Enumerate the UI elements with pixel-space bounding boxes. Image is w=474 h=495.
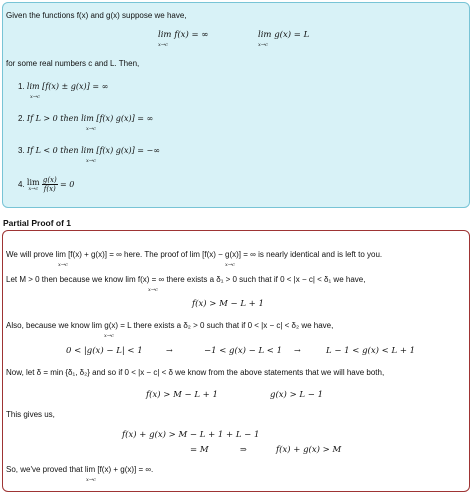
lim-sub-6: x→c: [58, 262, 68, 268]
real-numbers-text: for some real numbers c and L. Then,: [6, 59, 140, 68]
list-item-3-num: 3.: [18, 146, 25, 155]
equation-a: f(x) > M − L + 1: [192, 299, 264, 309]
list-item-4: [18, 176, 74, 193]
proof-box: [2, 230, 470, 492]
equation-c2: g(x) > L − 1: [270, 390, 323, 400]
list-item-4-num: 4.: [18, 180, 25, 189]
list-item-2-num: 2.: [18, 114, 25, 123]
lim-sub-7: x→c: [225, 262, 235, 268]
lim-sub-4: x→c: [86, 126, 96, 132]
equation-lim-f-text: lim f(x) = ∞: [158, 30, 209, 40]
equation-d1: f(x) + g(x) > M − L + 1 + L − 1: [122, 430, 260, 440]
proof-paragraph-4: Now, let δ = min {δ₁, δ₂} and so if 0 < |x − c| < δ we know from the above statements that we will have both,: [6, 368, 385, 377]
equation-b1: 0 < |g(x) − L| < 1: [66, 346, 143, 356]
fraction-denominator: f(x): [43, 185, 56, 193]
intro-text: Given the functions f(x) and g(x) suppose we have,: [6, 11, 187, 20]
fraction-numerator: g(x): [42, 176, 57, 184]
lim-sub-3: x→c: [30, 94, 40, 100]
equation-d2: = M: [190, 445, 209, 455]
proof-paragraph-1: We will prove lim [f(x) + g(x)] = ∞ here. The proof of lim [f(x) − g(x)] = ∞ is nearly identical and is left to you.: [6, 250, 383, 259]
list-item-4-tail: = 0: [59, 180, 75, 189]
equation-d3: f(x) + g(x) > M: [276, 445, 342, 455]
list-item-4-lim: [27, 178, 40, 192]
list-item-1-text: lim [f(x) ± g(x)] = ∞: [26, 82, 109, 91]
lim-sub-9: x→c: [104, 333, 114, 339]
equation-b3: L − 1 < g(x) < L + 1: [326, 346, 416, 356]
lim-sub-1: x→c: [158, 42, 168, 48]
arrow-icon: →: [166, 346, 173, 355]
list-item-1-num: 1.: [18, 82, 25, 91]
proof-paragraph-5: This gives us,: [6, 410, 55, 419]
arrow-icon: →: [294, 346, 301, 355]
equation-lim-g-text: lim g(x) = L: [258, 30, 310, 40]
proof-paragraph-3: Also, because we know lim g(x) = L there exists a δ₂ > 0 such that if 0 < |x − c| < δ₂ we have,: [6, 321, 334, 330]
lim-sub-10: x→c: [86, 477, 96, 483]
section-title: Partial Proof of 1: [3, 218, 72, 228]
lim-sub-2: x→c: [258, 42, 268, 48]
lim-sub-5: x→c: [86, 158, 96, 164]
list-item-4-lim-word: lim: [26, 177, 40, 187]
list-item-4-fraction: [42, 176, 58, 193]
equation-lim-g: [258, 30, 309, 40]
list-item-3-text: If L < 0 then lim [f(x) g(x)] = −∞: [26, 146, 160, 155]
proof-paragraph-2: Let M > 0 then because we know lim f(x) = ∞ there exists a δ₁ > 0 such that if 0 < |x − c| < δ₁ we have,: [6, 275, 366, 284]
implies-icon: ⇒: [240, 445, 247, 454]
list-item-4-lim-sub: x→c: [28, 185, 39, 192]
equation-b2: −1 < g(x) − L < 1: [204, 346, 283, 356]
list-item-3: [18, 146, 160, 156]
list-item-1: [18, 82, 108, 92]
list-item-2-text: If L > 0 then lim [f(x) g(x)] = ∞: [26, 114, 154, 123]
equation-lim-f: [158, 30, 208, 40]
lim-sub-8: x→c: [148, 287, 158, 293]
equation-c1: f(x) > M − L + 1: [146, 390, 218, 400]
proof-paragraph-6: So, we've proved that lim [f(x) + g(x)] = ∞.: [6, 465, 154, 474]
list-item-2: [18, 114, 153, 124]
